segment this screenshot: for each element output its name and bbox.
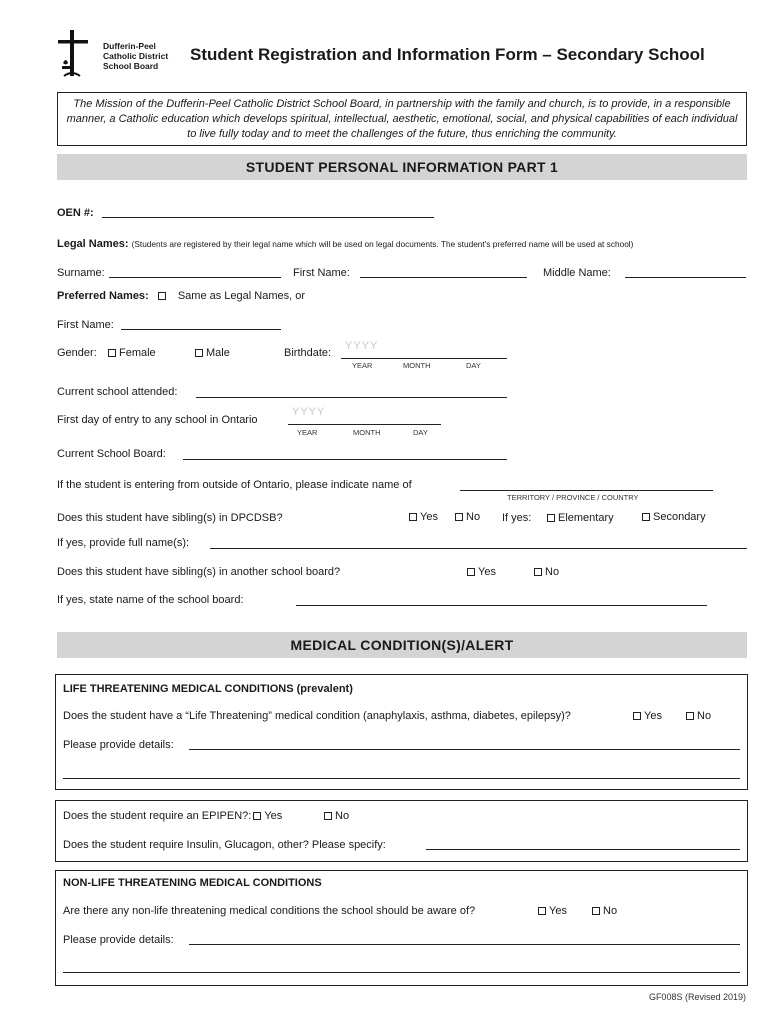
form-code: GF008S (Revised 2019) xyxy=(648,992,746,1002)
cross-logo-icon xyxy=(56,30,100,80)
birthdate-month-caption: MONTH xyxy=(403,361,431,370)
siblings-dpcdsb-no-checkbox[interactable] xyxy=(455,513,463,521)
legal-names-label: Legal Names: xyxy=(57,238,129,250)
elementary-checkbox[interactable] xyxy=(547,514,555,522)
life-threatening-details-field-2[interactable] xyxy=(63,778,740,779)
siblings-other-yes-label: Yes xyxy=(478,566,496,578)
provide-names-label: If yes, provide full name(s): xyxy=(57,537,190,549)
birthdate-yyyy-placeholder: YYYY xyxy=(345,340,379,352)
life-threatening-details-label: Please provide details: xyxy=(63,739,174,751)
life-threatening-no-checkbox[interactable] xyxy=(686,712,694,720)
non-life-threatening-question: Are there any non-life threatening medical conditions the school should be aware of? xyxy=(63,905,476,917)
non-life-threatening-title: NON-LIFE THREATENING MEDICAL CONDITIONS xyxy=(63,877,322,889)
first-name-label: First Name: xyxy=(293,267,350,279)
board-logo xyxy=(56,30,176,80)
current-board-field[interactable] xyxy=(183,459,507,460)
provide-names-field[interactable] xyxy=(210,548,747,549)
logo-line-2: Catholic District xyxy=(103,51,169,61)
first-name-field[interactable] xyxy=(360,277,527,278)
siblings-dpcdsb-no-label: No xyxy=(466,511,481,523)
epipen-yes-checkbox[interactable] xyxy=(253,812,261,820)
secondary-checkbox[interactable] xyxy=(642,513,650,521)
non-life-details-field-2[interactable] xyxy=(63,972,740,973)
siblings-dpcdsb-yes-checkbox[interactable] xyxy=(409,513,417,521)
state-board-label: If yes, state name of the school board: xyxy=(57,594,244,606)
middle-name-field[interactable] xyxy=(625,277,746,278)
life-threatening-no-label: No xyxy=(697,710,712,722)
preferred-first-name-label: First Name: xyxy=(57,319,114,331)
current-school-field[interactable] xyxy=(196,397,507,398)
female-checkbox[interactable] xyxy=(108,349,116,357)
life-threatening-question: Does the student have a “Life Threatening” medical condition (anaphylaxis, asthma, diabetes, epilepsy)? xyxy=(63,710,571,722)
non-life-details-field-1[interactable] xyxy=(189,944,740,945)
oen-field[interactable] xyxy=(102,217,434,218)
elementary-label: Elementary xyxy=(558,512,614,524)
non-life-no-checkbox[interactable] xyxy=(592,907,600,915)
same-as-legal-label: Same as Legal Names, or xyxy=(177,290,306,302)
siblings-other-yes-checkbox[interactable] xyxy=(467,568,475,576)
if-yes-label: If yes: xyxy=(502,512,532,524)
siblings-dpcdsb-yes-label: Yes xyxy=(420,511,438,523)
epipen-no-checkbox[interactable] xyxy=(324,812,332,820)
non-life-yes-label: Yes xyxy=(549,905,567,917)
surname-label: Surname: xyxy=(57,267,105,279)
preferred-names-label: Preferred Names: xyxy=(57,290,149,302)
first-day-year-caption: YEAR xyxy=(297,428,318,437)
life-threatening-title: LIFE THREATENING MEDICAL CONDITIONS (prevalent) xyxy=(63,683,353,695)
insulin-question: Does the student require Insulin, Glucagon, other? Please specify: xyxy=(63,839,386,851)
siblings-other-label: Does this student have sibling(s) in another school board? xyxy=(57,566,341,578)
surname-field[interactable] xyxy=(109,277,281,278)
female-label: Female xyxy=(119,347,156,359)
outside-ontario-field[interactable] xyxy=(460,490,713,491)
oen-label: OEN #: xyxy=(57,207,94,219)
section-heading-personal: STUDENT PERSONAL INFORMATION PART 1 xyxy=(57,154,747,180)
current-school-label: Current school attended: xyxy=(57,386,178,398)
form-title: Student Registration and Information Form – Secondary School xyxy=(190,45,705,64)
gender-label: Gender: xyxy=(57,347,97,359)
non-life-threatening-box xyxy=(55,870,748,986)
birthdate-day-caption: DAY xyxy=(466,361,481,370)
territory-caption: TERRITORY / PROVINCE / COUNTRY xyxy=(507,493,639,502)
section-heading-medical: MEDICAL CONDITION(S)/ALERT xyxy=(57,632,747,658)
preferred-first-name-field[interactable] xyxy=(121,329,281,330)
male-label: Male xyxy=(206,347,230,359)
logo-line-3: School Board xyxy=(103,61,159,71)
first-day-field[interactable] xyxy=(288,424,441,425)
life-threatening-yes-label: Yes xyxy=(644,710,662,722)
birthdate-label: Birthdate: xyxy=(284,347,332,359)
first-day-yyyy-placeholder: YYYY xyxy=(292,406,326,418)
non-life-no-label: No xyxy=(603,905,618,917)
siblings-dpcdsb-label: Does this student have sibling(s) in DPCDSB? xyxy=(57,512,283,524)
life-threatening-details-field-1[interactable] xyxy=(189,749,740,750)
mission-statement: The Mission of the Dufferin-Peel Catholic District School Board, in partnership with the family and church, is to provide, in a responsible manner, a Catholic education which develops spiritual, intellectual, aesthetic, emotional, social, and physical capabilities of each individual to live fully today and to meet the challenges of the future, thus enriching the community. xyxy=(57,92,747,146)
state-board-field[interactable] xyxy=(296,605,707,606)
birthdate-year-caption: YEAR xyxy=(352,361,373,370)
secondary-label: Secondary xyxy=(653,511,706,523)
epipen-yes-label: Yes xyxy=(264,810,283,822)
life-threatening-box xyxy=(55,674,748,790)
first-day-label: First day of entry to any school in Ontario xyxy=(57,414,258,426)
epipen-question: Does the student require an EPIPEN?: xyxy=(63,810,252,822)
first-day-day-caption: DAY xyxy=(413,428,428,437)
siblings-other-no-checkbox[interactable] xyxy=(534,568,542,576)
insulin-field[interactable] xyxy=(426,849,740,850)
non-life-details-label: Please provide details: xyxy=(63,934,174,946)
male-checkbox[interactable] xyxy=(195,349,203,357)
epipen-insulin-box xyxy=(55,800,748,862)
first-day-month-caption: MONTH xyxy=(353,428,381,437)
life-threatening-yes-checkbox[interactable] xyxy=(633,712,641,720)
logo-line-1: Dufferin-Peel xyxy=(103,41,156,51)
legal-names-note: (Students are registered by their legal name which will be used on legal documents. The student's preferred name will be used at school) xyxy=(131,239,634,249)
current-board-label: Current School Board: xyxy=(57,448,166,460)
epipen-no-label: No xyxy=(335,810,350,822)
middle-name-label: Middle Name: xyxy=(543,267,611,279)
same-as-legal-checkbox[interactable] xyxy=(158,292,166,300)
birthdate-field[interactable] xyxy=(341,358,507,359)
siblings-other-no-label: No xyxy=(545,566,560,578)
outside-ontario-label: If the student is entering from outside of Ontario, please indicate name of xyxy=(57,479,412,491)
non-life-yes-checkbox[interactable] xyxy=(538,907,546,915)
